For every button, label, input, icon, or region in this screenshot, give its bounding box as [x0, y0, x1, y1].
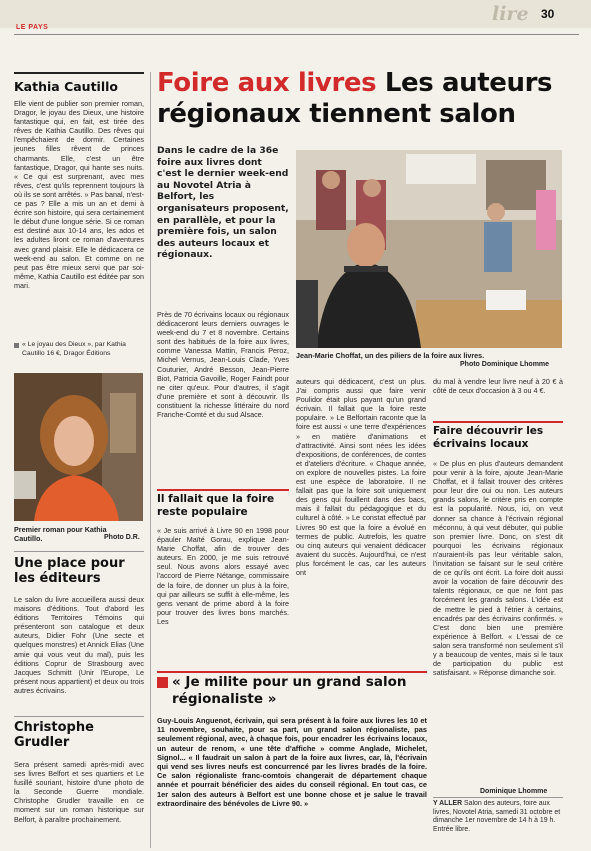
headline-black: Les auteurs régionaux tiennent salon: [157, 68, 553, 129]
subhead1-rule: [157, 489, 289, 491]
sidebar-rule-2: [14, 551, 144, 552]
article-col2: auteurs qui dédicacent, c'est un plus. J'ai compris aussi que faire venir Poulidor était plus payant qu'un grand écrivain. Il fallait que la foire reste populaire. » Le Belfortain raconte que la foire est aussi « une terre d'expériences » en matière d'animations et d'attractivité. Ainsi sont nées les idées d'expositions, de conférences, de contes et d'ateliers d'écriture. « Chaque année, on explore de nouvelles pistes. La foire est une espèce de laboratoire. Il ne fallait pas que la foire soit uniquement des gens qui fouillent dans des bacs, mais il fallait du pédagogique et du culturel à côté. » Le constat effectué par Livres 90 est que la foire a évolué en termes de public. Autrefois, les quatre ou cinq auteurs qui venaient dédicacer avaient du succès. Aujourd'hui, ce n'est plus forcément le cas, car les auteurs ont: [296, 377, 426, 577]
editors-title: Une place pour les éditeurs: [14, 556, 125, 586]
book-fair-photo: [296, 150, 562, 348]
article-headline: [157, 68, 577, 130]
page-number: 30: [541, 7, 555, 21]
article-col3b: « De plus en plus d'auteurs demandent pour venir à la foire, ajoute Jean-Marie Choffat, et il fallait trouver des critères pour leur dire oui ou non. Les auteurs grands salons, le critère pris en compte est la popularité. Nous, ici, on veut donner sa chance à l'écrivain régional méconnu, à qui veut débuter, qui publie son premier livre. Donc, on s'est dit pourquoi les écrivains régionaux n'auraient-ils pas leur véritable salon, l'invitation se faisant sur le seul critère de ce qu'ils ont écrit. La foire doit aussi avoir la vocation de faire découvrir des talents régionaux, ce que ne font pas forcément les grands salons. L'idée est de mettre le pied à l'étrier à certains, encadrés par des écrivains confirmés. » C'est donc bien une première expérience à Belfort. « L'essai de ce salon sera transformé non seulement s'il y a beaucoup de ventes, mais si le taux de participation du public est satisfaisant. » Réponse dimanche soir.: [433, 459, 563, 678]
grudler-body: Sera présent samedi après-midi avec ses livres Belfort et ses quartiers et Le fusillé souriant, histoire d'une photo de la Seconde Guerre mondiale. Christophe Grudler travaille en ce moment sur un roman historique sur Belfort, à paraître prochainement.: [14, 760, 144, 824]
article-col1: Près de 70 écrivains locaux ou régionaux dédicaceront leurs derniers ouvrages le week-end du 7 et 8 novembre. Certains sont des habitués de la foire aux livres, comme Vanessa Mattin, Francis Peroz, Michel Vernus, Jean-Louis Clade, Yves Couturier, André Besson, Jean-Pierre Biot, Patricia Gavoille, Roger Faindt pour ne citer qu'eux. Pour d'autres, il s'agit d'une première et sont à découvrir. Ils constituent la richesse littéraire du nord Franche-Comté et du sud Alsace.: [157, 310, 289, 420]
newspaper-logo: LE PAYS: [16, 24, 49, 31]
inset-box-body: Guy-Louis Anguenot, écrivain, qui sera présent à la foire aux livres les 10 et 11 novembre, souhaite, pour sa part, un grand salon régionaliste, pas seulement régional, avec, à chaque fois, pour encadrer les écrivains locaux, un auteur de renom, « une tête d'affiche » comme Anglade, Michelet, Signol... « Il faudrait un salon à part de la foire aux livres, car, là, l'écrivain qui vend ses livres neufs est concurrencé par les livres bradés de la foire. Ce salon régionaliste franc-comtois changerait de département chaque année et pourrait bénéficier des aides du conseil régional. En tout cas, ce 1er salon des auteurs à Belfort est une bonne chose et je salue le travail extraordinaire des bénévoles de Livre 90. »: [157, 716, 427, 808]
practical-info: [433, 800, 563, 846]
author-portrait-image: [14, 373, 143, 521]
article-col3: du mal à vendre leur livre neuf à 20 € à côté de ceux d'occasion à 3 ou 4 €.: [433, 377, 563, 396]
info-rule: [433, 797, 563, 798]
inset-box-marker: [157, 677, 168, 688]
article-col1b: « Je suis arrivé à Livre 90 en 1998 pour épauler Maïté Gorau, explique Jean-Marie Choffat, afin de trouver des auteurs. En 2000, je me suis retrouvé seul. Nous avons alors essayé avec l'accord de Pierre Nétange, commissaire de la foire, de donner un plus à la foire, qui par ailleurs se suffit à elle-même, les gens venant de prime abord à la foire pour trouver des livres bons marchés. Les: [157, 526, 289, 626]
top-rule: [14, 34, 579, 35]
sidebar-rule-1: [14, 72, 144, 74]
section-label: lire: [492, 3, 529, 25]
info-label: Y ALLER: [433, 800, 463, 807]
author-photo: [14, 373, 143, 521]
headline-red: Foire aux livres: [157, 68, 377, 98]
inset-box-title: « Je milite pour un grand salon régionaliste »: [172, 674, 407, 707]
editors-body: Le salon du livre accueillera aussi deux maisons d'éditions. Tout d'abord les éditions Territoires Témoins qui présenteront son catalogue et deux auteurs, Didier Fohr (Une secte et quelques monstres) et Annick Elias (Une amie qui vous veut du mal), puis les éditions Coprur de Strasbourg avec Jacques Schmitt (Unir l'Europe, Le présent nous appartient) et deux ou trois autres écrivains.: [14, 595, 144, 695]
book-info-marker: [14, 343, 19, 348]
author-photo-caption: Premier roman pour Kathia Cautillo.: [14, 525, 107, 543]
subhead2: Faire découvrir les écrivains locaux: [433, 425, 544, 450]
main-photo-caption: Jean-Marie Choffat, un des piliers de la foire aux livres.: [296, 351, 485, 360]
info-text: Salon des auteurs, foire aux livres, Novotel Atria, samedi 31 octobre et dimanche 1er novembre de 14 h à 19 h. Entrée libre.: [433, 800, 561, 833]
inset-box-rule: [157, 671, 427, 673]
author-photo-credit: Photo D.R.: [104, 534, 140, 541]
main-photo-credit: Photo Dominique Lhomme: [460, 361, 550, 368]
grudler-title: Christophe Grudler: [14, 720, 94, 750]
column-separator: [150, 72, 151, 848]
subhead2-rule: [433, 421, 563, 423]
book-info: « Le joyau des Dieux », par Kathia Cautillo 16 €, Dragor Éditions: [22, 341, 126, 358]
subhead1: Il fallait que la foire reste populaire: [157, 493, 275, 518]
article-lead: Dans le cadre de la 36e foire aux livres dont c'est le dernier week-end au Novotel Atria à Belfort, les organisateurs proposent, en parallèle, et pour la première fois, un salon des auteurs locaux et régionaux.: [157, 145, 289, 261]
main-photo: [296, 150, 562, 348]
article-signature: Dominique Lhomme: [480, 788, 548, 795]
profile-name: Kathia Cautillo: [14, 79, 118, 94]
profile-body: Elle vient de publier son premier roman, Dragor, le joyau des Dieux, une histoire fantastique qui, en fait, est tirée des rêves de Kathia Cautillo. Des rêves qui l'empêchaient de dormir. Certaines jeunes filles rêvent de princes charmants. Elle, c'est un être fantastique, Dragor, qui hante ses nuits. « Ce qui est surprenant, avec mes rêves, c'est qu'ils reprennent toujours là où ils se sont arrêtés. » Pas banal, n'est-ce pas ? Elle a mis un an et demi à écrire son histoire, qui sera certainement le début d'une longue série. Si ce roman est destiné aux 10-14 ans, les ados et les adultes liront ce roman d'aventures avec grand plaisir. Elle le dédicacera ce week-end au salon. Et comme on ne peut pas être mieux servi que par soi-même, Kathia Cautillo est éditée par son mari.: [14, 99, 144, 290]
sidebar-rule-3: [14, 716, 144, 717]
